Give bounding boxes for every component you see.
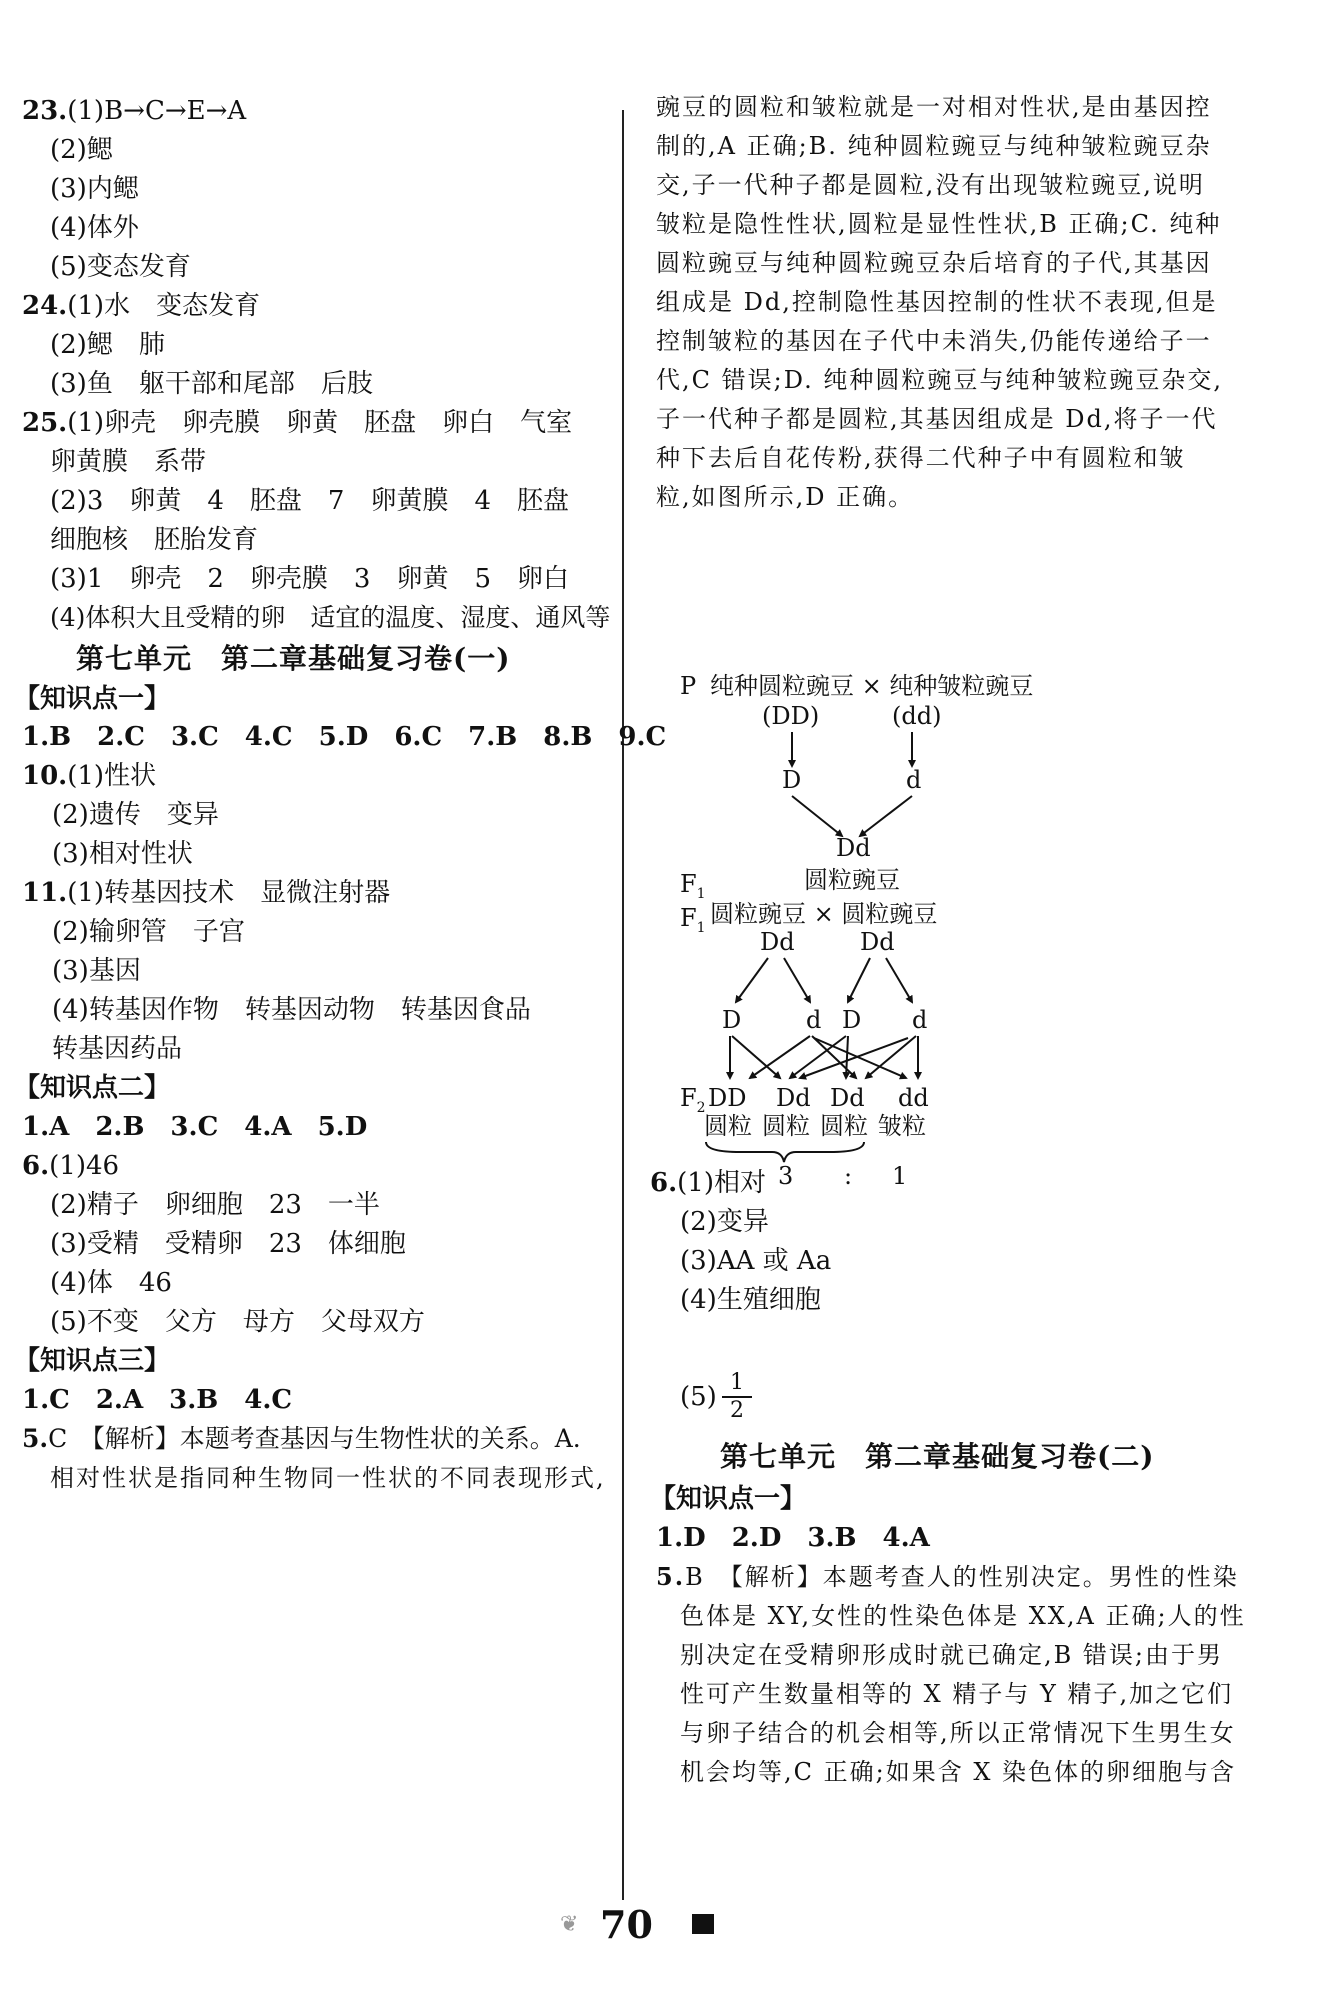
f1-label: $F_1$ [680, 870, 706, 902]
gamete-left-arrow [792, 796, 842, 836]
leaf-icon: ❦ [560, 1912, 579, 1937]
q25-line3: (2)3 卵黄 4 胚盘 7 卵黄膜 4 胚盘 [50, 486, 569, 516]
f1-arrow-4 [886, 958, 912, 1002]
f2-phenotype-4: 皱粒 [878, 1112, 926, 1140]
f1-arrow-2 [784, 958, 810, 1002]
q6-left-line5: (5)不变 父方 母方 父母双方 [50, 1307, 425, 1337]
f1-arrow-1 [736, 958, 768, 1002]
explanation-line-5: 圆粒豌豆与纯种圆粒豌豆杂后培育的子代,其基因 [656, 249, 1212, 277]
square-icon [692, 1914, 714, 1934]
f1-phenotype: 圆粒豌豆 [804, 866, 900, 894]
gamete-2: d [806, 1006, 822, 1034]
q10-line2: (2)遗传 变异 [52, 800, 219, 830]
q11-line1: 11.(1)转基因技术 显微注射器 [22, 878, 391, 908]
q6-left-line1: 6.(1)46 [22, 1151, 120, 1181]
q11-line3: (3)基因 [52, 956, 141, 986]
page-number: 70 [600, 1902, 653, 1947]
genetic-cross-diagram [680, 666, 1110, 1186]
gamete-3: D [842, 1006, 862, 1034]
q25-line2: 卵黄膜 系带 [50, 447, 207, 477]
ratio-colon: : [844, 1162, 853, 1186]
f2-genotype-2: Dd [776, 1084, 811, 1112]
f1-genotype: Dd [836, 834, 871, 862]
section-title-1: 第七单元 第二章基础复习卷(一) [76, 642, 511, 675]
explanation-line-11: 粒,如图所示,D 正确。 [656, 483, 915, 511]
ratio-brace [706, 1142, 864, 1162]
q23-line3: (3)内鳃 [50, 174, 139, 204]
mc-answers-1: 1.B 2.C 3.C 4.C 5.D 6.C 7.B 8.B 9.C [22, 722, 667, 752]
f2-phenotype-2: 圆粒 [762, 1112, 810, 1140]
f1-label-2: $F_1$ [680, 904, 706, 936]
q11-line4: (4)转基因作物 转基因动物 转基因食品 [52, 995, 531, 1025]
q5-right-line3: 别决定在受精卵形成时就已确定,B 错误;由于男 [680, 1641, 1223, 1669]
explanation-line-9: 子一代种子都是圆粒,其基因组成是 Dd,将子一代 [656, 405, 1218, 433]
fraction-one-half: $\frac{1}{2}$ [722, 1370, 752, 1424]
explanation-line-8: 代,C 错误;D. 纯种圆粒豌豆与纯种皱粒豌豆杂交, [656, 366, 1223, 394]
q5-right-line2: 色体是 XY,女性的性染色体是 XX,A 正确;人的性 [680, 1602, 1246, 1630]
q23-line1: 23.(1)B→C→E→A [22, 96, 247, 126]
p-gamete-left: D [782, 766, 802, 794]
ratio-right: 1 [892, 1162, 908, 1186]
p-gamete-right: d [906, 766, 922, 794]
q6-left-line3: (3)受精 受精卵 23 体细胞 [50, 1229, 406, 1259]
mc-answers-3: 1.C 2.A 3.B 4.C [22, 1385, 293, 1415]
f1-parent-right: Dd [860, 928, 895, 956]
p-right-genotype: (dd) [892, 702, 942, 730]
q11-line2: (2)输卵管 子宫 [52, 917, 245, 947]
knowledge-point-3: 【知识点三】 [14, 1346, 171, 1376]
q5-right-line1: 5.B 【解析】本题考查人的性别决定。男性的性染 [656, 1562, 1239, 1591]
knowledge-point-1-right: 【知识点一】 [650, 1484, 807, 1514]
q24-line1: 24.(1)水 变态发育 [22, 291, 261, 321]
q6-right-line4: (4)生殖细胞 [680, 1285, 821, 1315]
q6-left-line4: (4)体 46 [50, 1268, 172, 1298]
q6-right-line1: 6.(1)相对 [650, 1168, 766, 1198]
q10-line1: 10.(1)性状 [22, 761, 157, 791]
ratio-left: 3 [778, 1162, 794, 1186]
q6-right-line2: (2)变异 [680, 1207, 769, 1237]
p-cross: 纯种圆粒豌豆 × 纯种皱粒豌豆 [710, 672, 1034, 700]
q10-line3: (3)相对性状 [52, 839, 193, 869]
explanation-line-10: 种下去后自花传粉,获得二代种子中有圆粒和皱 [656, 444, 1186, 472]
q25-line1: 25.(1)卵壳 卵壳膜 卵黄 胚盘 卵白 气室 [22, 408, 573, 438]
q25-line4: 细胞核 胚胎发育 [50, 525, 259, 555]
q5-right-line6: 机会均等,C 正确;如果含 X 染色体的卵细胞与含 [680, 1758, 1237, 1786]
f1-cross: 圆粒豌豆 × 圆粒豌豆 [710, 900, 938, 928]
mc-answers-2: 1.A 2.B 3.C 4.A 5.D [22, 1112, 368, 1142]
q25-line5: (3)1 卵壳 2 卵壳膜 3 卵黄 5 卵白 [50, 564, 569, 594]
q23-line2: (2)鳃 [50, 135, 113, 165]
q11-line5: 转基因药品 [52, 1034, 183, 1064]
gamete-4: d [912, 1006, 928, 1034]
column-divider [622, 110, 624, 1900]
q24-line3: (3)鱼 躯干部和尾部 后肢 [50, 369, 373, 399]
explanation-line-2: 制的,A 正确;B. 纯种圆粒豌豆与纯种皱粒豌豆杂 [656, 132, 1212, 160]
p-label: P [680, 672, 697, 700]
explanation-line-3: 交,子一代种子都是圆粒,没有出现皱粒豌豆,说明 [656, 171, 1205, 199]
f2-label: $F_2$ [680, 1084, 706, 1116]
f2-phenotype-3: 圆粒 [820, 1112, 868, 1140]
gamete-1: D [722, 1006, 742, 1034]
page-footer [560, 1900, 760, 1948]
q23-line4: (4)体外 [50, 213, 139, 243]
f2-phenotype-1: 圆粒 [704, 1112, 752, 1140]
q6-left-line2: (2)精子 卵细胞 23 一半 [50, 1190, 380, 1220]
explanation-line-6: 组成是 Dd,控制隐性基因控制的性状不表现,但是 [656, 288, 1218, 316]
q24-line2: (2)鳃 肺 [50, 330, 165, 360]
q23-line5: (5)变态发育 [50, 252, 191, 282]
f1-parent-left: Dd [760, 928, 795, 956]
explanation-line-7: 控制皱粒的基因在子代中未消失,仍能传递给子一 [656, 327, 1212, 355]
q6-right-line5: (5) [680, 1382, 717, 1412]
section-title-2: 第七单元 第二章基础复习卷(二) [720, 1440, 1155, 1473]
explanation-line-1: 豌豆的圆粒和皱粒就是一对相对性状,是由基因控 [656, 93, 1212, 121]
gamete-right-arrow [860, 796, 912, 836]
q5-right-line5: 与卵子结合的机会相等,所以正常情况下生男生女 [680, 1719, 1236, 1747]
q25-line6: (4)体积大且受精的卵 适宜的温度、湿度、通风等 [50, 603, 611, 632]
f1-arrow-3 [848, 958, 870, 1002]
f2-genotype-1: DD [708, 1084, 747, 1112]
q5-right-line4: 性可产生数量相等的 X 精子与 Y 精子,加之它们 [680, 1680, 1234, 1708]
f2-arrows [730, 1036, 918, 1078]
q6-right-line3: (3)AA 或 Aa [680, 1246, 832, 1276]
knowledge-point-1: 【知识点一】 [14, 684, 171, 714]
f2-genotype-4: dd [898, 1084, 929, 1112]
q5-left-line1: 5.C 【解析】本题考查基因与生物性状的关系。A. [22, 1424, 581, 1453]
q5-left-line2: 相对性状是指同种生物同一性状的不同表现形式, [50, 1464, 606, 1492]
mc-answers-right: 1.D 2.D 3.B 4.A [656, 1523, 930, 1553]
explanation-line-4: 皱粒是隐性性状,圆粒是显性性状,B 正确;C. 纯种 [656, 210, 1222, 238]
p-left-genotype: (DD) [762, 702, 820, 730]
f2-genotype-3: Dd [830, 1084, 865, 1112]
knowledge-point-2: 【知识点二】 [14, 1073, 171, 1103]
